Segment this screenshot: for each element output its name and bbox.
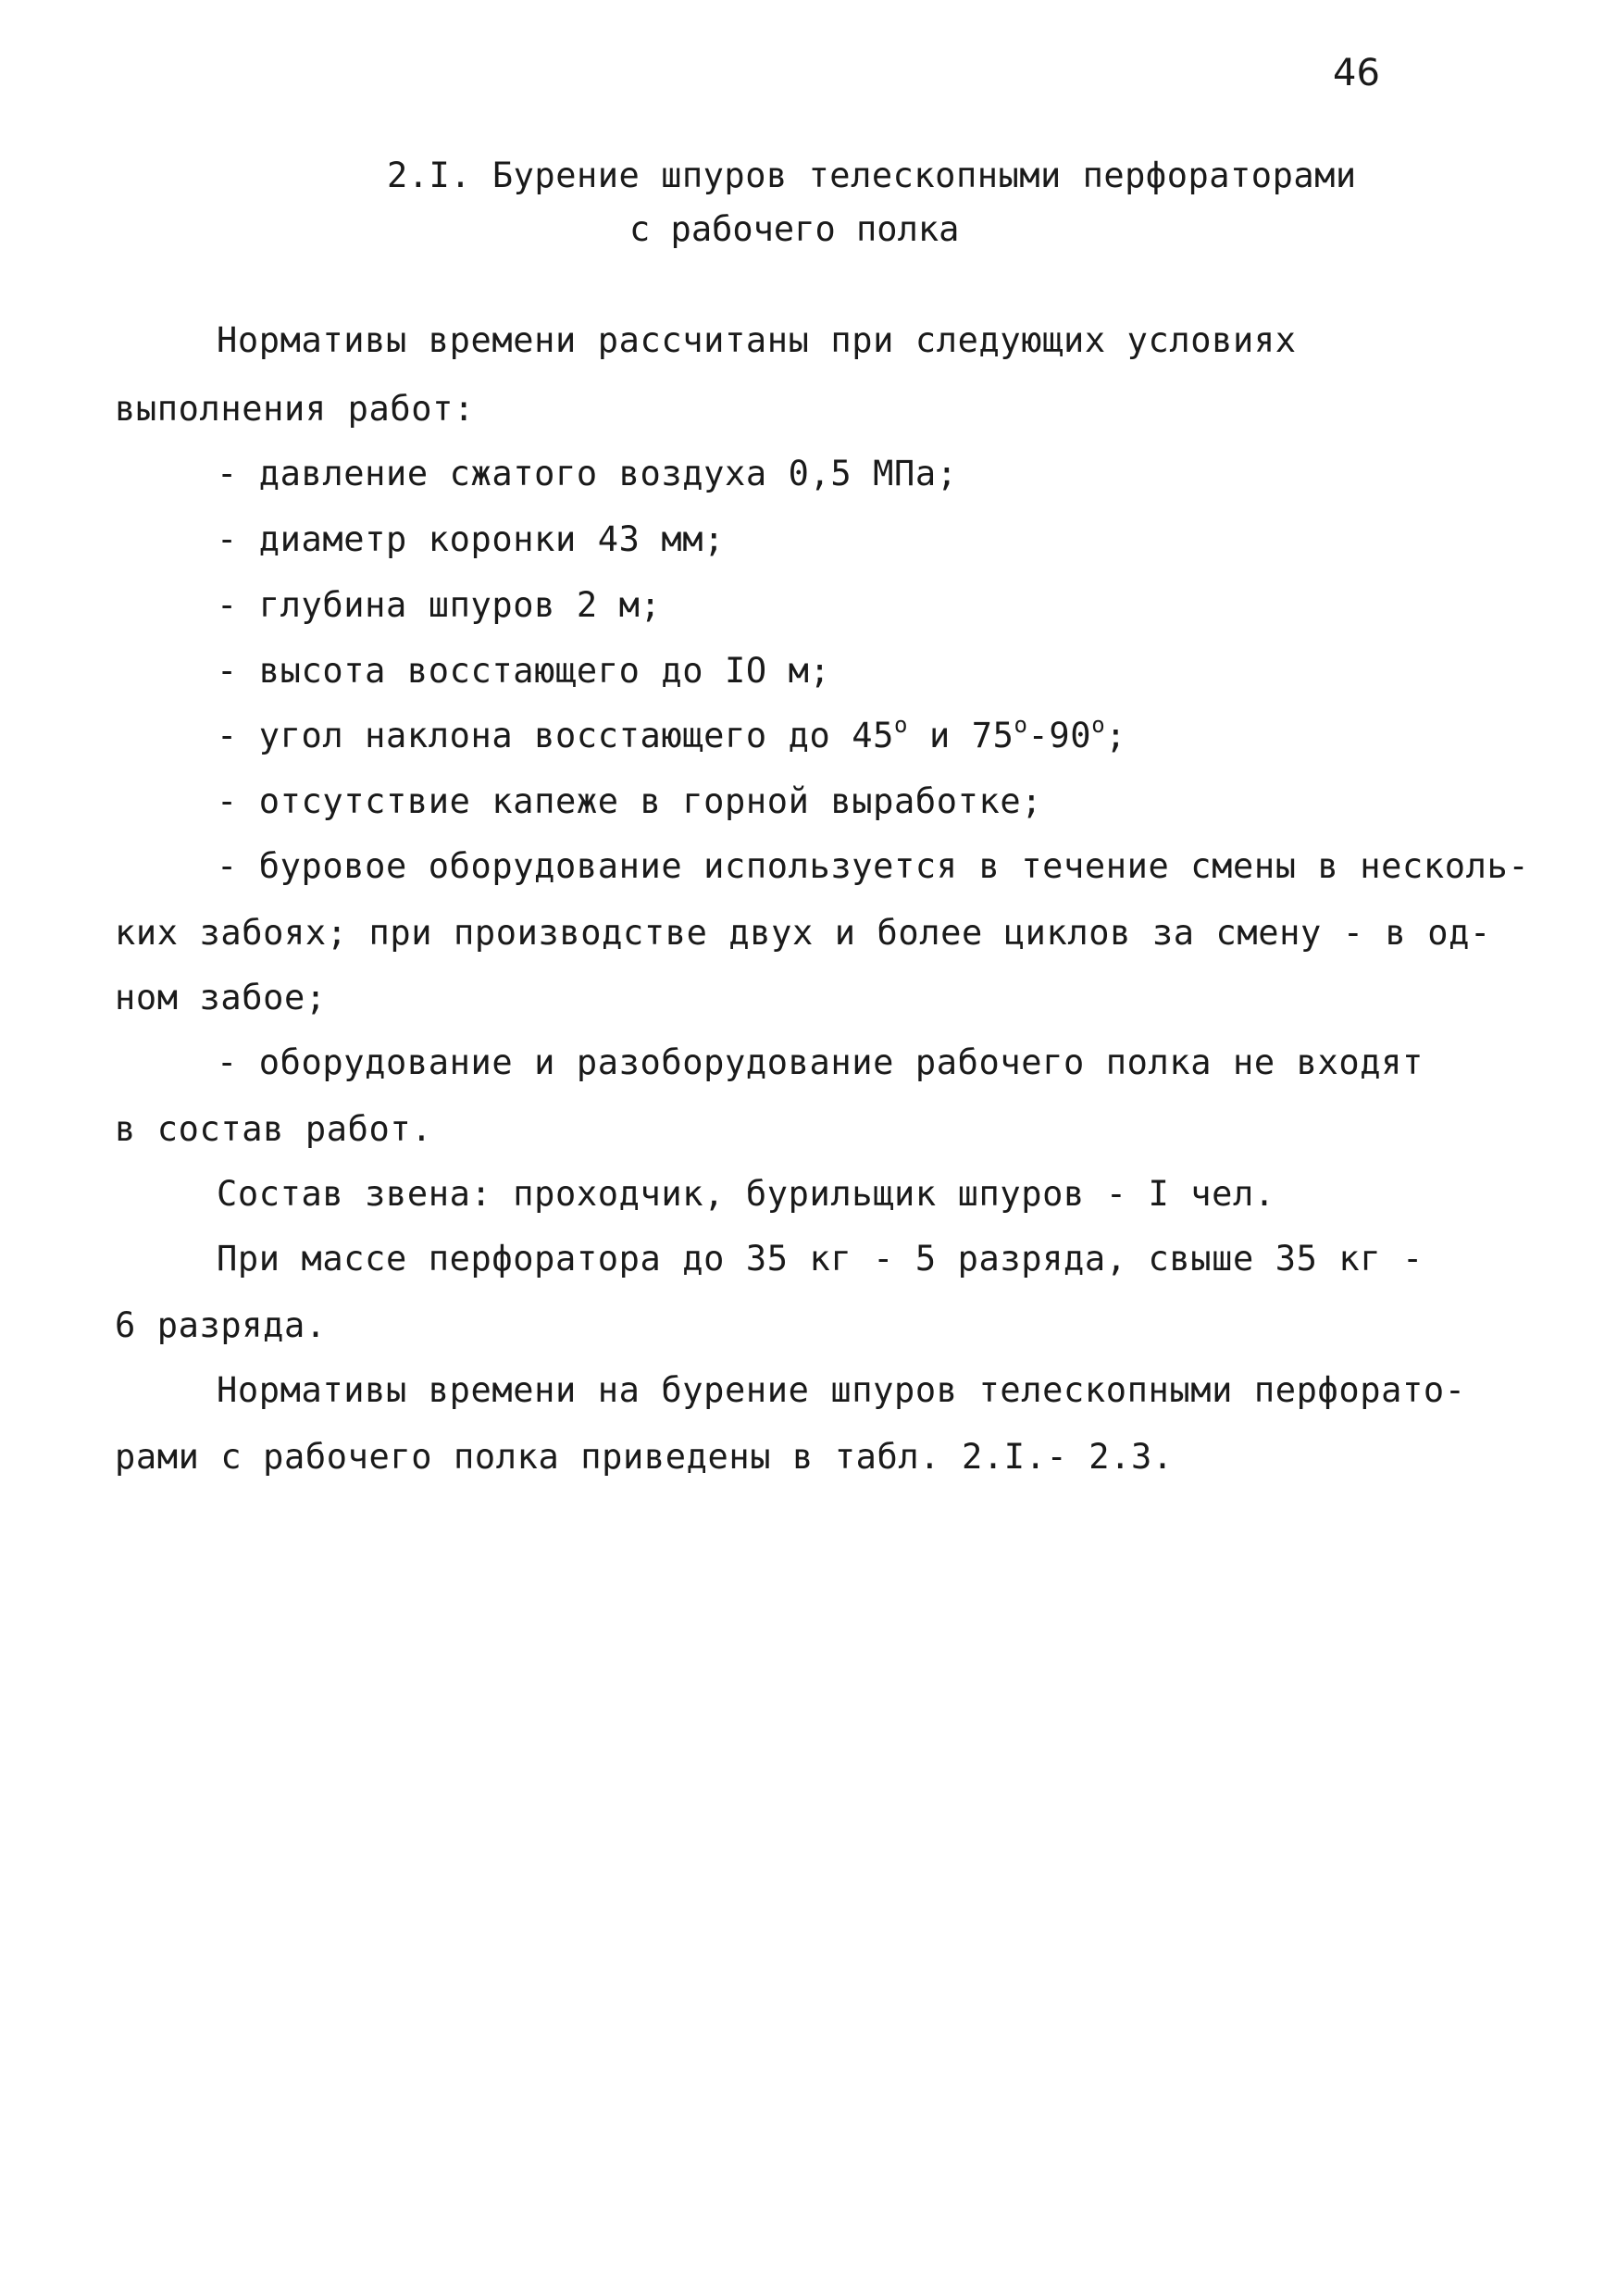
raise-angle-text-2: и 75 [908,716,1014,755]
condition-no-dripping: - отсутствие капеже в горной выработке; [217,781,1043,821]
condition-air-pressure: - давление сжатого воздуха 0,5 МПа; [217,454,958,493]
condition-raise-angle [217,712,1127,755]
intro-paragraph-line-2: выполнения работ: [115,389,475,429]
crew-composition: Состав звена: проходчик, бурильщик шпуров - I чел. [217,1174,1275,1214]
degree-superscript-3: о [1091,712,1106,738]
condition-equipment-line-3: ном забое; [115,978,327,1017]
raise-angle-text-1: - угол наклона восстающего до 45 [217,716,895,755]
intro-paragraph-line-1: Нормативы времени рассчитаны при следующих условиях [217,320,1297,360]
raise-angle-text-3: -90 [1027,716,1092,755]
condition-platform-line-1: - оборудование и разоборудование рабочего полка не входят [217,1042,1424,1082]
condition-hole-depth: - глубина шпуров 2 м; [217,585,662,625]
raise-angle-text-4: ; [1105,716,1127,755]
section-title-continued: с рабочего полка [629,209,960,249]
degree-superscript-1: о [894,712,909,738]
condition-platform-line-2: в состав работ. [115,1109,433,1149]
drill-mass-line-2: 6 разряда. [115,1305,327,1345]
drill-mass-line-1: При массе перфоратора до 35 кг - 5 разряда, свыше 35 кг - [217,1239,1424,1279]
page-number: 46 [1333,52,1380,94]
condition-equipment-line-2: ких забоях; при производстве двух и более циклов за смену - в од- [115,913,1491,953]
condition-equipment-line-1: - буровое оборудование используется в течение смены в несколь- [217,846,1530,886]
table-reference-line-2: рами с рабочего полка приведены в табл. 2.I.- 2.3. [115,1437,1174,1477]
section-title: 2.I. Бурение шпуров телескопными перфораторами [387,156,1357,195]
condition-raise-height: - высота восстающего до IO м; [217,651,831,691]
table-reference-line-1: Нормативы времени на бурение шпуров телескопными перфорато- [217,1370,1466,1410]
condition-bit-diameter: - диаметр коронки 43 мм; [217,519,726,559]
degree-superscript-2: о [1014,712,1028,738]
